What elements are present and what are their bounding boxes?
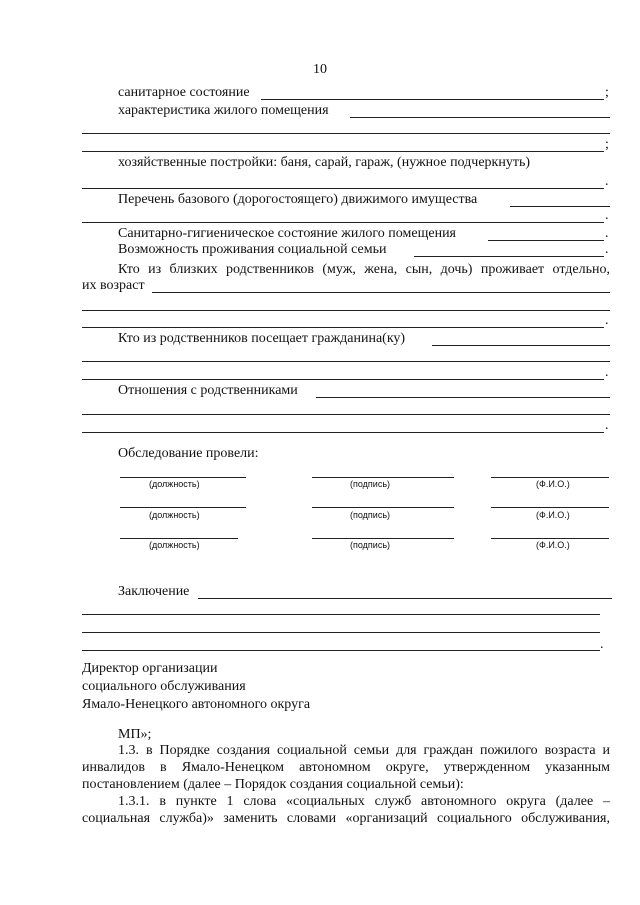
signature-line-signature-3 [312, 538, 454, 539]
dwelling-line-2 [82, 133, 610, 134]
label-name-1: (Ф.И.О.) [536, 479, 570, 489]
label-signature-1: (подпись) [350, 479, 391, 489]
dwelling-line-1 [350, 117, 610, 118]
amendment-133-line-1: 1.3. в Порядке создания социальной семьи для граждан пожилого возраста и [118, 743, 610, 758]
label-name-3: (Ф.И.О.) [536, 540, 570, 550]
signature-line-name-3 [491, 538, 609, 539]
seal-mark: МП»; [118, 727, 152, 742]
survey-title: Обследование провели: [118, 446, 259, 461]
visits-line-2 [82, 361, 610, 362]
outbuildings-line [82, 188, 604, 189]
living-possibility-end: . [605, 242, 609, 257]
conclusion-end: . [600, 637, 604, 652]
conclusion-line-1 [198, 598, 612, 599]
page-number: 10 [313, 62, 327, 77]
hygiene-label: Санитарно-гигиеническое состояние жилого помещения [118, 226, 456, 241]
label-position-2: (должность) [149, 510, 200, 520]
living-possibility-label: Возможность проживания социальной семьи [118, 242, 387, 257]
relatives-line-b [82, 310, 610, 311]
conclusion-label: Заключение [118, 584, 190, 599]
hygiene-line [488, 240, 604, 241]
visits-label: Кто из родственников посещает гражданина(ку) [118, 331, 406, 346]
relatives-end: . [605, 313, 609, 328]
conclusion-line-2 [82, 614, 600, 615]
signature-line-name-1 [491, 477, 609, 478]
relatives-line-a [152, 292, 610, 293]
label-position-3: (должность) [149, 540, 200, 550]
relations-line-1 [316, 397, 610, 398]
relatives-line-1: Кто из близких родственников (муж, жена, сын, дочь) проживает отдельно, [118, 262, 610, 277]
outbuildings-end: . [605, 174, 609, 189]
amendment-133-line-2: инвалидов в Ямало-Ненецком автономном округе, утвержденном указанным [82, 760, 610, 775]
conclusion-line-4 [82, 650, 600, 651]
relations-line-2 [82, 414, 610, 415]
relatives-line-c [82, 327, 604, 328]
label-position-1: (должность) [149, 479, 200, 489]
relations-line-3 [82, 432, 604, 433]
outbuildings-label: хозяйственные постройки: баня, сарай, гараж, (нужное подчеркнуть) [118, 155, 530, 170]
movable-property-label: Перечень базового (дорогостоящего) движимого имущества [118, 192, 478, 207]
visits-line-1 [432, 345, 610, 346]
signature-line-position-2 [120, 507, 246, 508]
relations-end: . [605, 418, 609, 433]
movable-property-line-1 [510, 206, 610, 207]
amendment-1331-line-2: социальная служба)» заменить словами «организаций социального обслуживания, [82, 811, 610, 826]
visits-line-3 [82, 379, 604, 380]
sanitary-state-label: санитарное состояние [118, 85, 250, 100]
signature-line-position-3 [120, 538, 238, 539]
signature-line-signature-1 [312, 477, 454, 478]
movable-property-line-2 [82, 222, 604, 223]
living-possibility-line [414, 256, 604, 257]
amendment-133-line-3: постановлением (далее – Порядок создания социальной семьи): [82, 777, 464, 792]
dwelling-line-3 [82, 151, 604, 152]
movable-property-end: . [605, 208, 609, 223]
signature-line-position-1 [120, 477, 246, 478]
dwelling-label: характеристика жилого помещения [118, 103, 329, 118]
signature-line-name-2 [491, 507, 609, 508]
visits-end: . [605, 365, 609, 380]
sanitary-state-end: ; [605, 85, 609, 100]
signature-line-signature-2 [312, 507, 454, 508]
director-line-2: социального обслуживания [82, 679, 246, 694]
director-line-3: Ямало-Ненецкого автономного округа [82, 697, 311, 712]
sanitary-state-line [261, 99, 604, 100]
hygiene-end: . [605, 226, 609, 241]
director-line-1: Директор организации [82, 661, 218, 676]
relations-label: Отношения с родственниками [118, 383, 298, 398]
label-name-2: (Ф.И.О.) [536, 510, 570, 520]
label-signature-3: (подпись) [350, 540, 391, 550]
relatives-line-2: их возраст [82, 278, 145, 293]
label-signature-2: (подпись) [350, 510, 391, 520]
conclusion-line-3 [82, 632, 600, 633]
amendment-1331-line-1: 1.3.1. в пункте 1 слова «социальных служб автономного округа (далее – [118, 794, 610, 809]
dwelling-end: ; [605, 137, 609, 152]
